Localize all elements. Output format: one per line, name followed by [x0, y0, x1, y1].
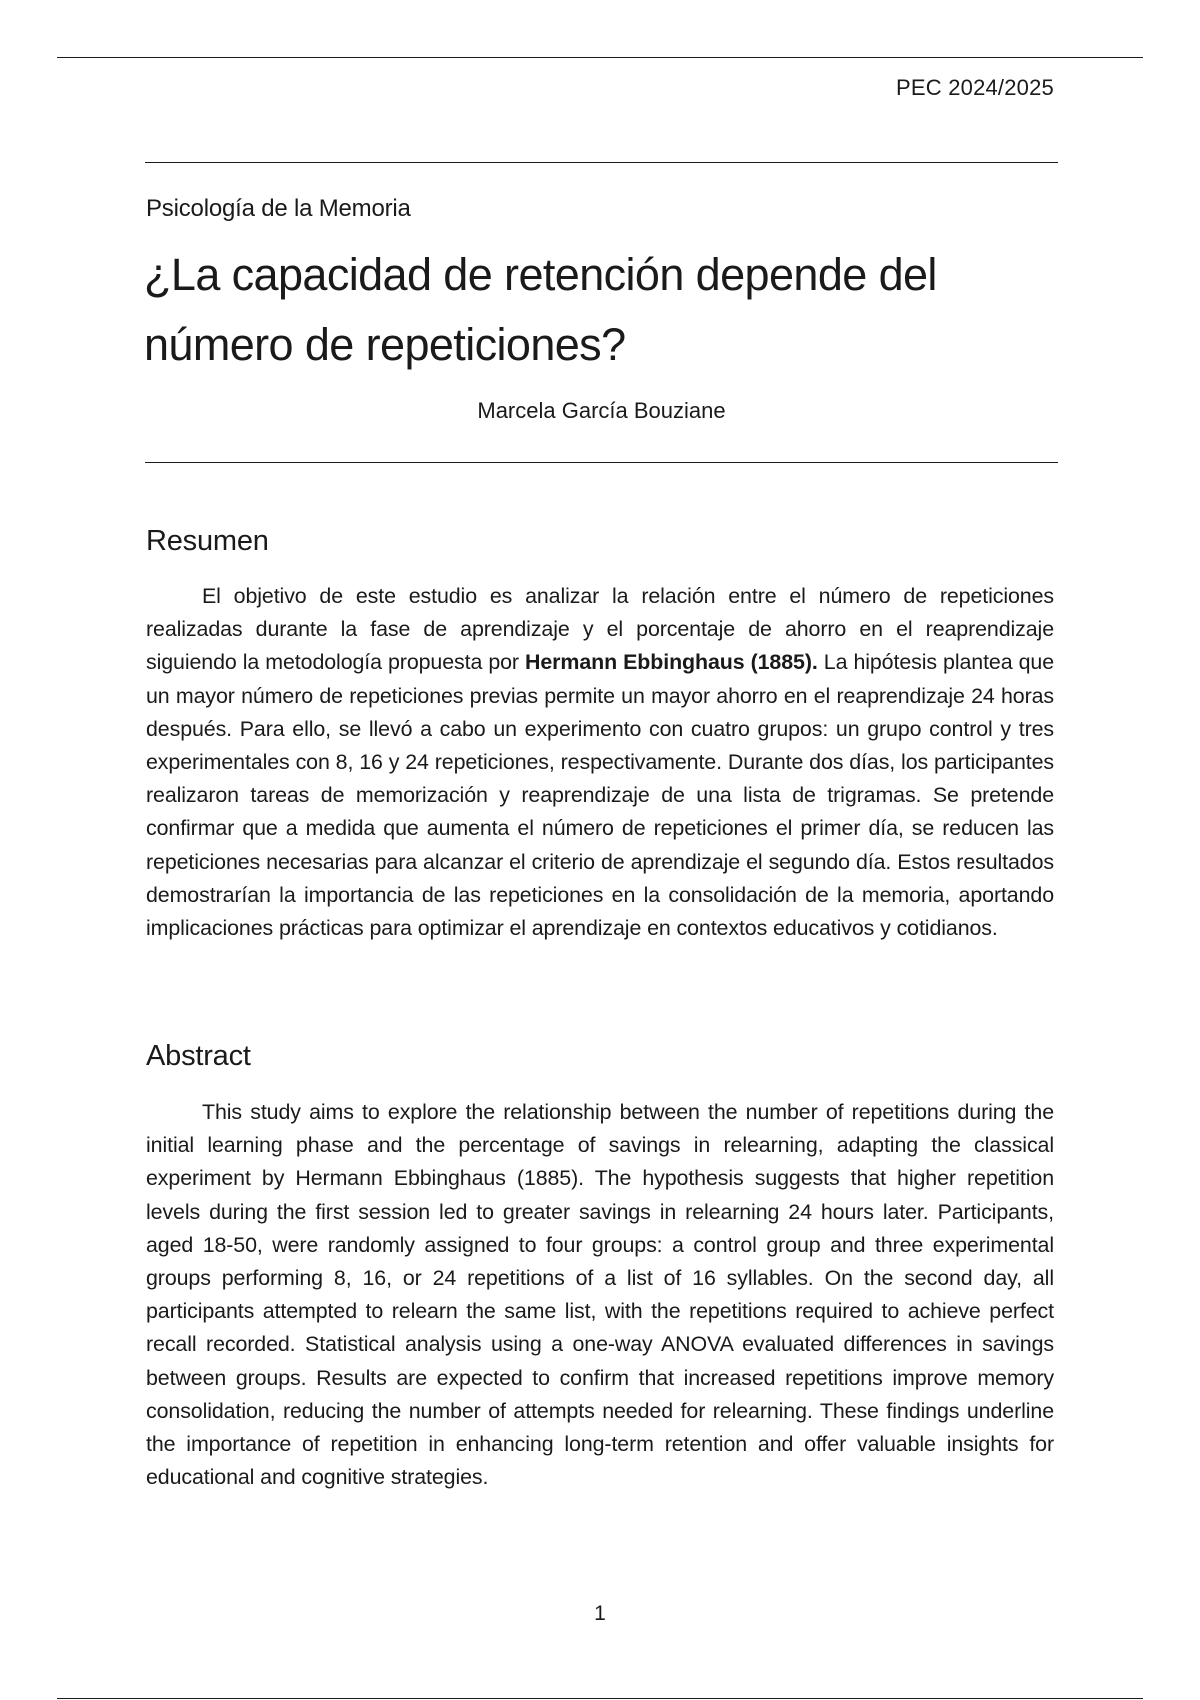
paper-title: ¿La capacidad de retención depende del número de repeticiones? — [144, 249, 937, 370]
author-name: Marcela García Bouziane — [477, 398, 726, 423]
page-bottom-rule — [57, 1698, 1143, 1699]
resumen-text-start: El objetivo de este estudio es analizar la relación entre el número de repeticiones realizadas durante la fase de aprendizaje y el porcentaje de ahorro en el reaprendizaje siguiendo la metodología propuesta por — [146, 584, 1054, 675]
title-block-bottom-rule — [145, 462, 1058, 463]
page-number: 1 — [594, 1602, 606, 1625]
abstract-heading: Abstract — [146, 1040, 251, 1072]
course-name: Psicología de la Memoria — [146, 195, 411, 222]
page-top-rule — [57, 57, 1143, 58]
resumen-paragraph — [146, 580, 1054, 945]
resumen-bold-citation: Hermann Ebbinghaus (1885). — [525, 650, 818, 675]
title-block-top-rule — [145, 162, 1058, 163]
resumen-text-end: La hipótesis plantea que un mayor número de repeticiones previas permite un mayor ahorro en el reaprendizaje 24 horas después. Para ello, se llevó a cabo un experimento con cuatro grupos: un grupo control y tres experimentales con 8, 16 y 24 repeticiones, respectivamente. Durante dos días, los participantes realizaron tareas de memorización y reaprendizaje de una lista de trigramas. Se pretende confirmar que a medida que aumenta el número de repeticiones el primer día, se reducen las repeticiones necesarias para alcanzar el criterio de aprendizaje el segundo día. Estos resultados demostrarían la importancia de las repeticiones en la consolidación de la memoria, aportando implicaciones prácticas para optimizar el aprendizaje en contextos educativos y cotidianos. — [146, 650, 1054, 941]
abstract-paragraph: This study aims to explore the relationship between the number of repetitions during the initial learning phase and the percentage of savings in relearning, adapting the classical experiment by Hermann Ebbinghaus (1885). The hypothesis suggests that higher repetition levels during the first session led to greater savings in relearning 24 hours later. Participants, aged 18-50, were randomly assigned to four groups: a control group and three experimental groups performing 8, 16, or 24 repetitions of a list of 16 syllables. On the second day, all participants attempted to relearn the same list, with the repetitions required to achieve perfect recall recorded. Statistical analysis using a one-way ANOVA evaluated differences in savings between groups. Results are expected to confirm that increased repetitions improve memory consolidation, reducing the number of attempts needed for relearning. These findings underline the importance of repetition in enhancing long-term retention and offer valuable insights for educational and cognitive strategies. — [146, 1100, 1054, 1490]
running-header: PEC 2024/2025 — [896, 75, 1054, 100]
resumen-heading: Resumen — [146, 525, 269, 557]
